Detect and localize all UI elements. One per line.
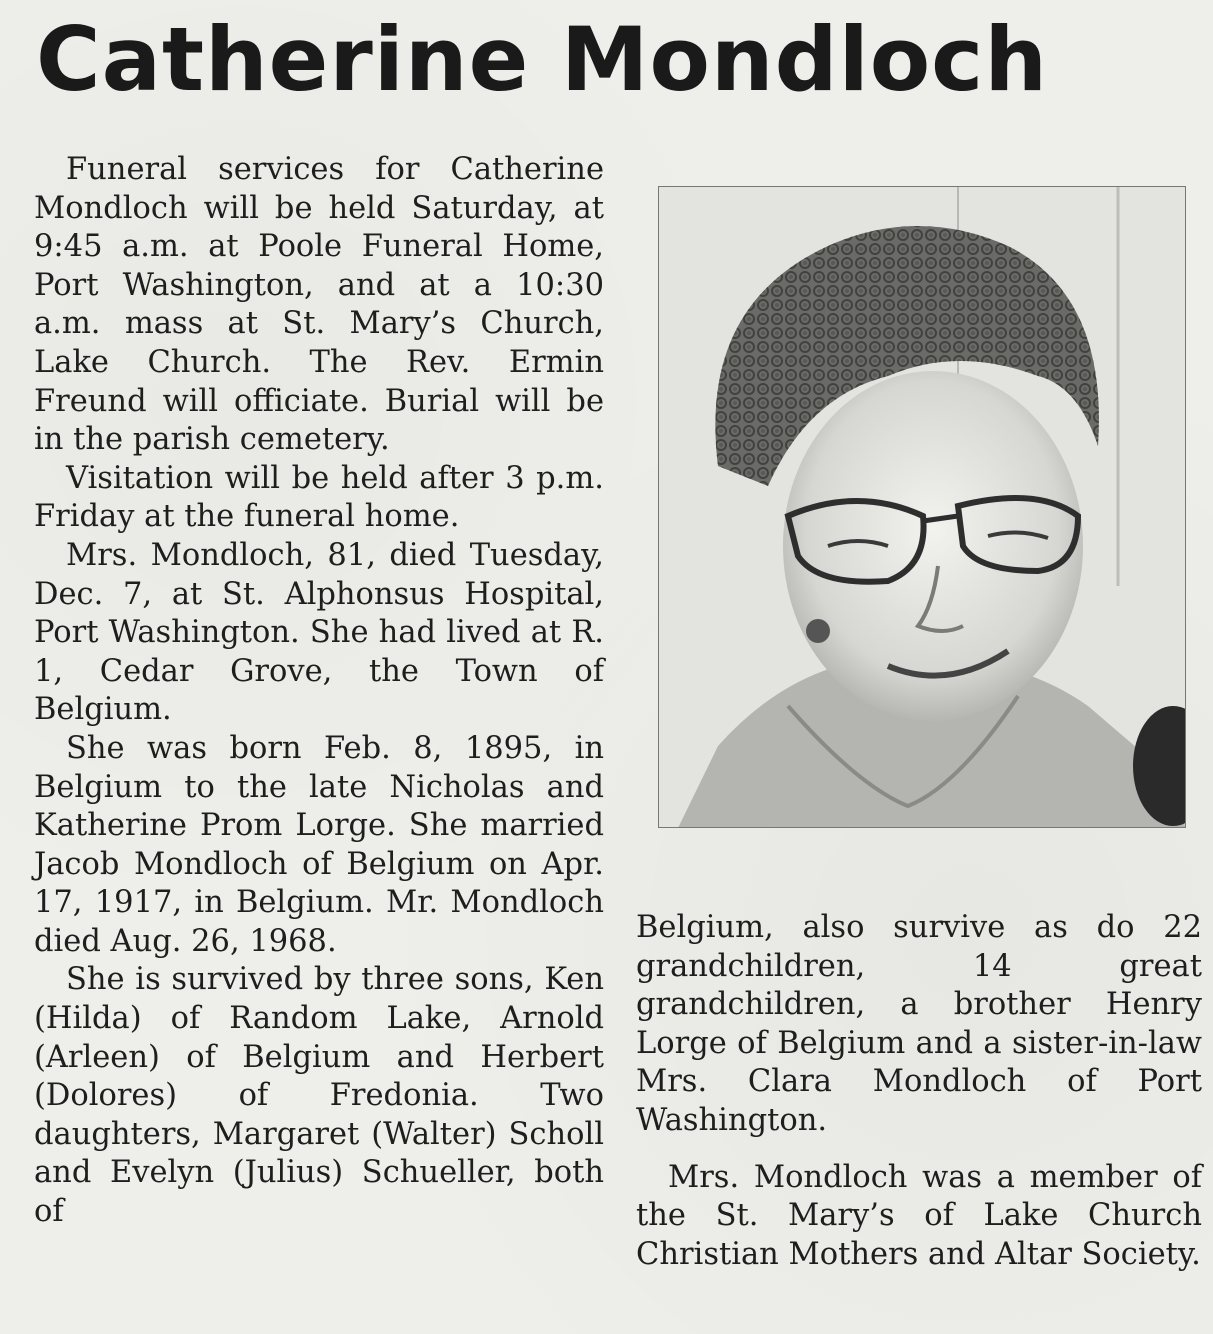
paragraph-membership: Mrs. Mondloch was a member of the St. Mary’s of Lake Church Christian Mothers and Altar Society. bbox=[636, 1159, 1202, 1272]
paragraph-funeral-services: Funeral services for Catherine Mondloch will be held Saturday, at 9:45 a.m. at Poole Funeral Home, Port Washington, and at a 10:30 a.m. mass at St. Mary’s Church, Lake Church. The Rev. Ermin Freund will officiate. Burial will be in the parish cemetery. bbox=[34, 152, 604, 458]
paragraph-visitation: Visitation will be held after 3 p.m. Friday at the funeral home. bbox=[34, 460, 604, 535]
article-column-right bbox=[636, 909, 1202, 1274]
paragraph-birth-marriage: She was born Feb. 8, 1895, in Belgium to the late Nicholas and Katherine Prom Lorge. She married Jacob Mondloch of Belgium on Apr. 17, 1917, in Belgium. Mr. Mondloch died Aug. 26, 1968. bbox=[34, 730, 604, 959]
obituary-headline: Catherine Mondloch bbox=[36, 8, 1048, 111]
article-column-left bbox=[34, 151, 604, 1232]
portrait-photo bbox=[658, 186, 1186, 828]
paragraph-survivors-continued: Belgium, also survive as do 22 grandchildren, 14 great grandchildren, a brother Henry Lorge of Belgium and a sister-in-law Mrs. Clara Mondloch of Port Washington. bbox=[636, 910, 1202, 1138]
paragraph-survivors: She is survived by three sons, Ken (Hilda) of Random Lake, Arnold (Arleen) of Belgium and Herbert (Dolores) of Fredonia. Two daughters, Margaret (Walter) Scholl and Evelyn (Julius) Schueller, both of bbox=[34, 962, 604, 1230]
portrait-illustration bbox=[658, 186, 1186, 828]
paragraph-death: Mrs. Mondloch, 81, died Tuesday, Dec. 7, at St. Alphonsus Hospital, Port Washington. She had lived at R. 1, Cedar Grove, the Town of Belgium. bbox=[34, 537, 604, 728]
